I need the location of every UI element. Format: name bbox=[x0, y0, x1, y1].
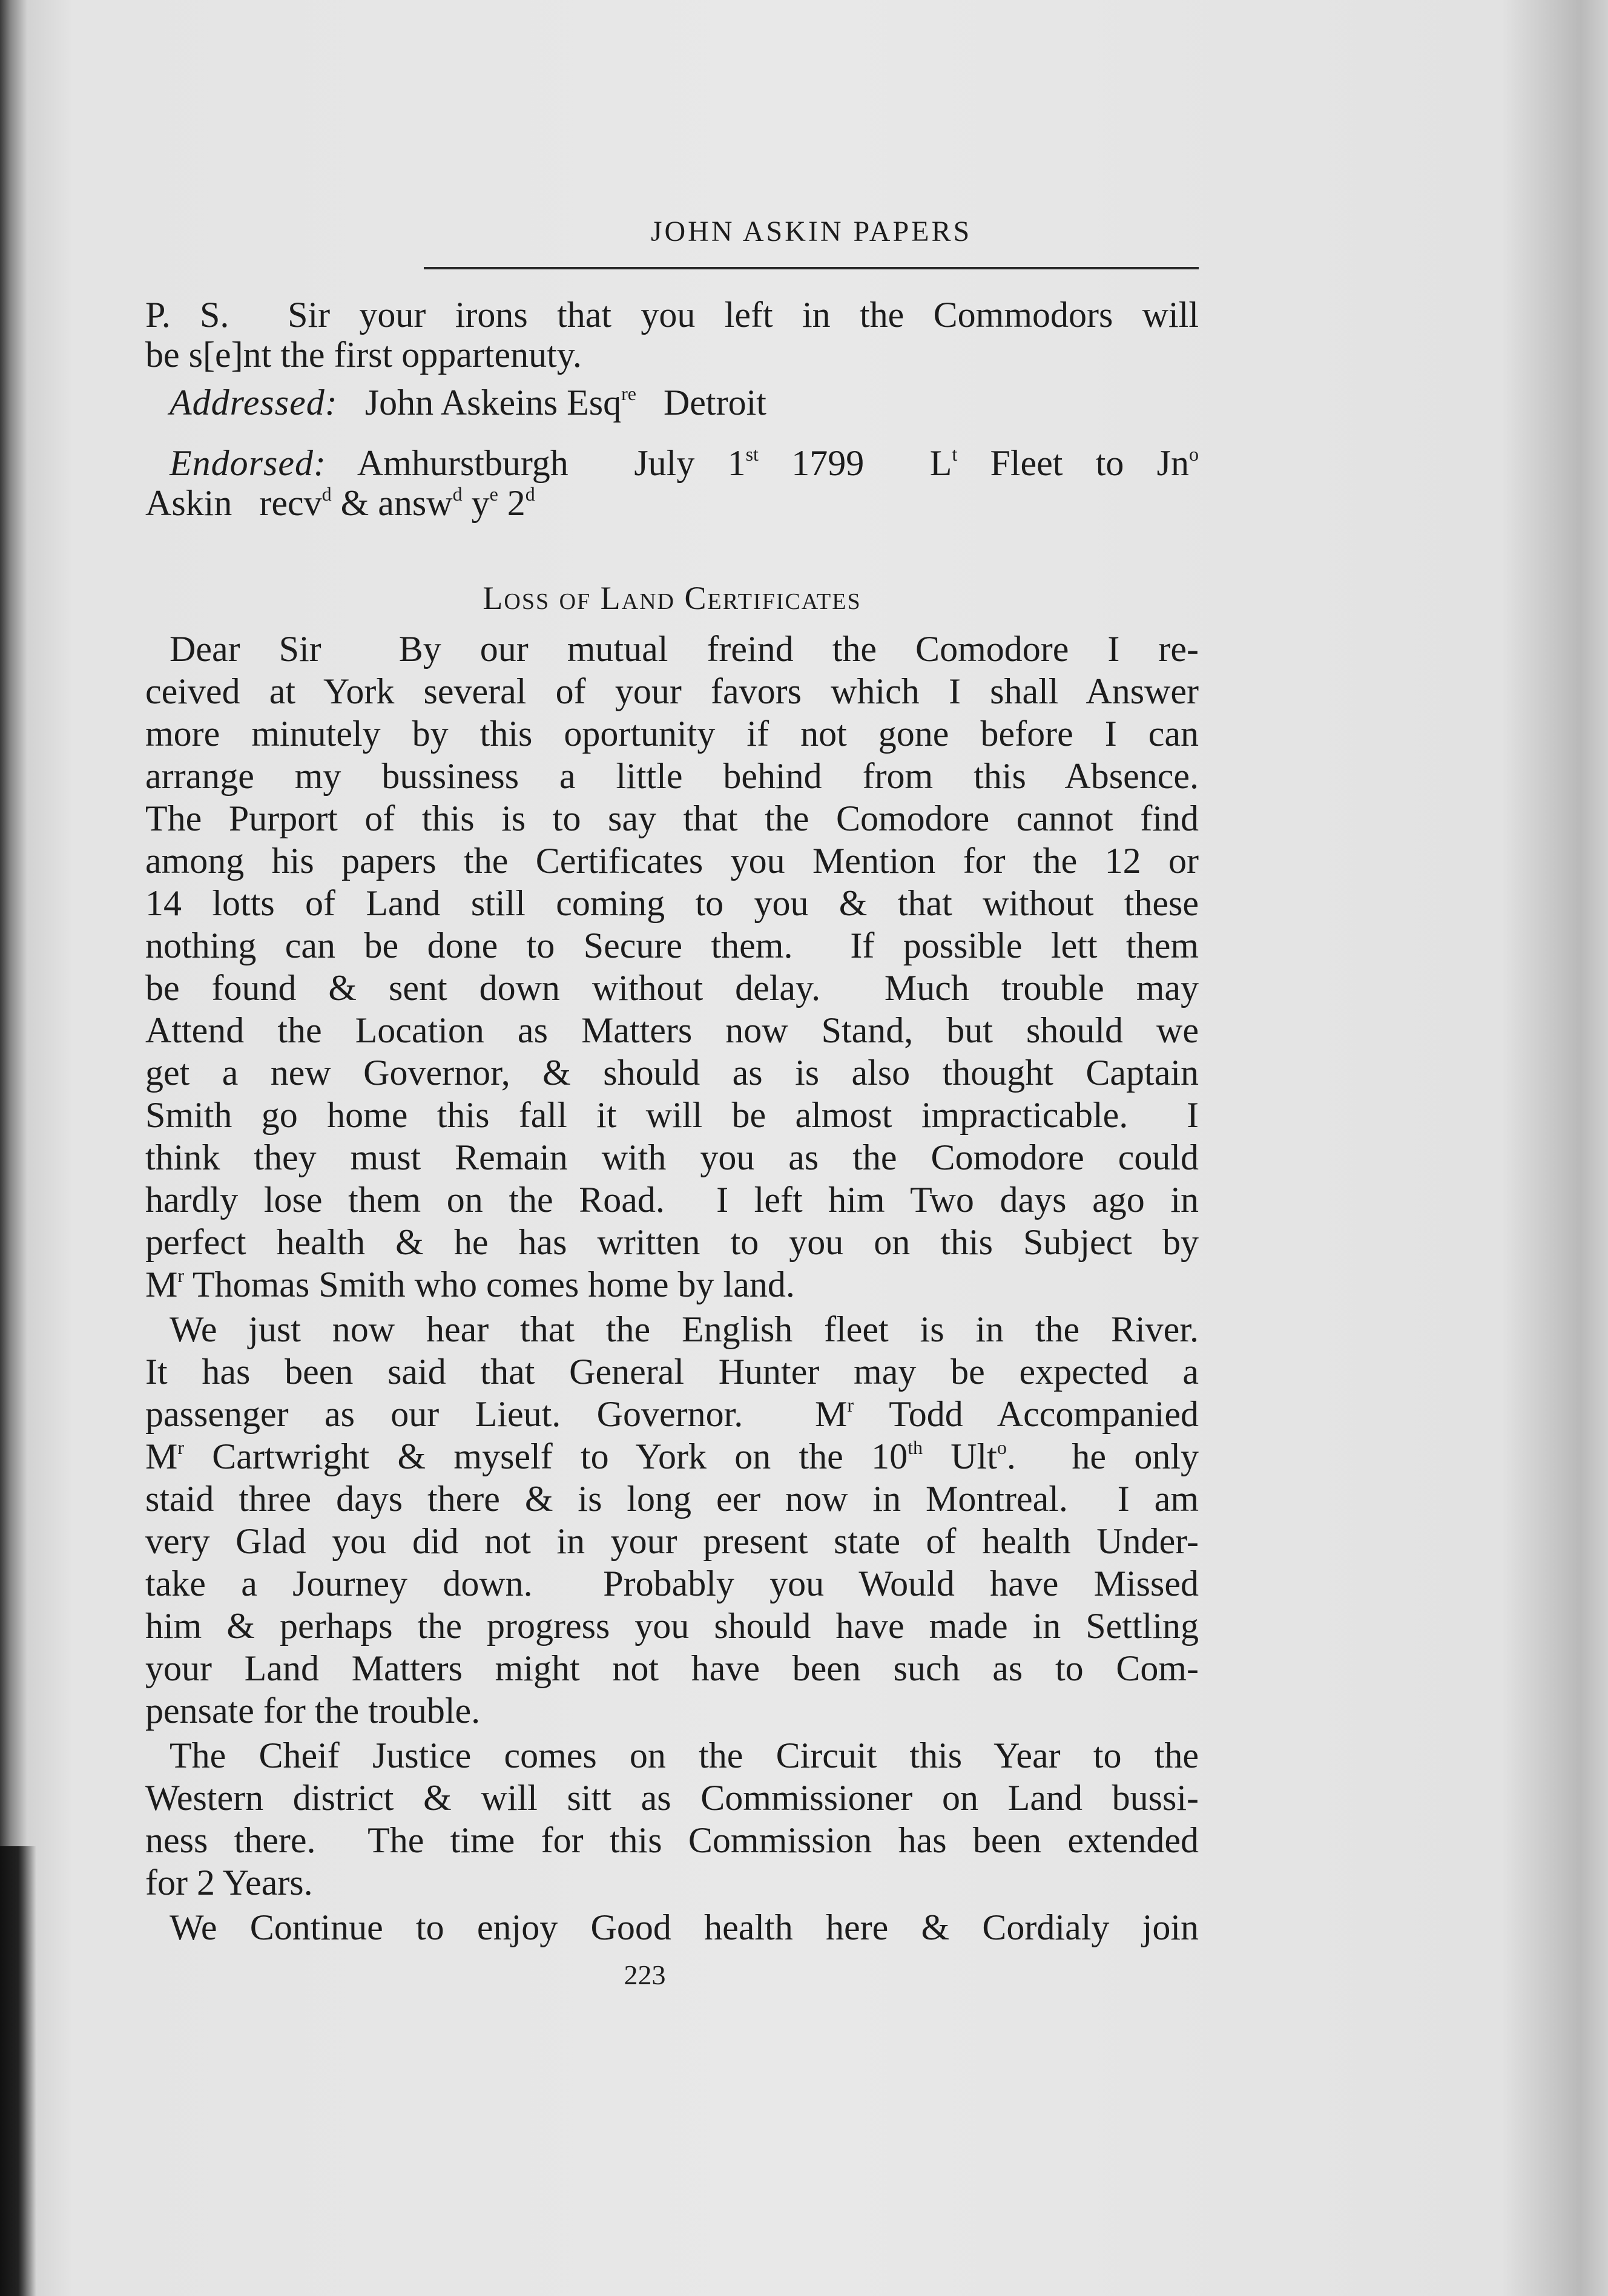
text-segment: Fleet to Jn bbox=[957, 443, 1189, 483]
text-segment: Attend the Location as Matters now Stand, but should we bbox=[145, 1010, 1199, 1050]
text-line bbox=[145, 967, 1199, 1009]
text-segment: Amhurstburgh July 1 bbox=[326, 443, 746, 483]
superscript: re bbox=[621, 383, 636, 404]
text-segment: Smith go home this fall it will be almost impracticable. I bbox=[145, 1095, 1199, 1135]
text-segment: more minutely by this oportunity if not gone before I can bbox=[145, 714, 1199, 754]
scan-edge-shadow bbox=[0, 1846, 36, 2296]
running-head: JOHN ASKIN PAPERS bbox=[650, 215, 972, 248]
text-line bbox=[145, 755, 1199, 797]
superscript: r bbox=[177, 1436, 185, 1458]
text-line bbox=[145, 1136, 1199, 1179]
superscript: st bbox=[745, 443, 759, 465]
text-segment: M bbox=[145, 1265, 178, 1304]
text-segment: 14 lotts of Land still coming to you & that without these bbox=[145, 883, 1199, 923]
text-segment: very Glad you did not in your present state of health Under- bbox=[145, 1521, 1199, 1561]
text-segment: 1799 L bbox=[758, 443, 952, 483]
text-line bbox=[145, 443, 1199, 483]
text-line bbox=[145, 712, 1199, 755]
text-segment: It has been said that General Hunter may be expected a bbox=[145, 1352, 1199, 1392]
letter-body bbox=[145, 628, 1199, 1951]
text-segment: y bbox=[462, 483, 490, 523]
superscript: th bbox=[908, 1436, 923, 1458]
text-segment: among his papers the Certificates you Mention for the 12 or bbox=[145, 841, 1199, 881]
text-line bbox=[145, 1562, 1199, 1605]
text-segment: think they must Remain with you as the Comodore could bbox=[145, 1137, 1199, 1177]
text-line bbox=[145, 882, 1199, 924]
italic-label: Endorsed: bbox=[170, 443, 326, 483]
paragraph bbox=[145, 1308, 1199, 1732]
superscript: d bbox=[452, 483, 463, 505]
text-segment: take a Journey down. Probably you Would have Missed bbox=[145, 1564, 1199, 1604]
text-line bbox=[145, 1051, 1199, 1094]
text-line bbox=[145, 335, 1199, 375]
text-line bbox=[145, 1263, 1199, 1306]
text-segment: Detroit bbox=[636, 383, 766, 423]
text-line bbox=[145, 628, 1199, 670]
superscript: d bbox=[321, 483, 332, 505]
text-line bbox=[145, 797, 1199, 840]
superscript: r bbox=[847, 1394, 854, 1416]
text-segment: pensate for the trouble. bbox=[145, 1691, 481, 1731]
text-line bbox=[145, 1308, 1199, 1350]
superscript: t bbox=[952, 443, 958, 465]
text-line bbox=[145, 1094, 1199, 1136]
text-segment: Cartwright & myself to York on the 10 bbox=[184, 1436, 908, 1476]
text-segment: get a new Governor, & should as is also thought Captain bbox=[145, 1053, 1199, 1093]
text-segment: staid three days there & is long eer now in Montreal. I am bbox=[145, 1479, 1199, 1519]
text-segment: M bbox=[145, 1436, 178, 1476]
text-segment: him & perhaps the progress you should have made in Settling bbox=[145, 1606, 1199, 1646]
section-heading: Loss of Land Certificates bbox=[483, 580, 862, 616]
text-segment: passenger as our Lieut. Governor. M bbox=[145, 1394, 848, 1434]
page-number: 223 bbox=[624, 1959, 666, 1990]
text-line bbox=[145, 1393, 1199, 1435]
text-segment: hardly lose them on the Road. I left him Two days ago in bbox=[145, 1180, 1199, 1220]
italic-label: Addressed: bbox=[170, 383, 338, 423]
text-segment: Askin recv bbox=[145, 483, 322, 523]
text-line bbox=[145, 1221, 1199, 1263]
text-line bbox=[145, 1689, 1199, 1732]
postscript bbox=[145, 295, 1199, 375]
text-segment: John Askeins Esq bbox=[337, 383, 622, 423]
superscript: r bbox=[177, 1265, 185, 1286]
text-segment: P. S. Sir your irons that you left in the Commodors will bbox=[145, 295, 1199, 335]
text-line bbox=[145, 1647, 1199, 1689]
text-segment: be found & sent down without delay. Much trouble may bbox=[145, 968, 1199, 1008]
text-line bbox=[145, 924, 1199, 967]
text-line bbox=[145, 1520, 1199, 1562]
text-segment: Dear Sir By our mutual freind the Comodore I re- bbox=[170, 629, 1199, 669]
addressed-note bbox=[145, 383, 1199, 423]
text-line bbox=[145, 1478, 1199, 1520]
text-segment: your Land Matters might not have been such as to Com- bbox=[145, 1648, 1199, 1688]
text-segment: perfect health & he has written to you on this Subject by bbox=[145, 1222, 1199, 1262]
text-line bbox=[145, 295, 1199, 335]
text-line bbox=[145, 1009, 1199, 1051]
text-segment: . he only bbox=[1006, 1436, 1199, 1476]
text-segment: Ult bbox=[922, 1436, 997, 1476]
endorsed-note bbox=[145, 443, 1199, 523]
text-segment: ness there. The time for this Commission has been extended bbox=[145, 1820, 1199, 1860]
paragraph bbox=[145, 628, 1199, 1306]
text-segment: The Cheif Justice comes on the Circuit this Year to the bbox=[170, 1735, 1199, 1775]
text-segment: for 2 Years. bbox=[145, 1863, 313, 1903]
text-line bbox=[145, 1777, 1199, 1819]
text-line bbox=[145, 1605, 1199, 1647]
text-segment: nothing can be done to Secure them. If possible lett them bbox=[145, 926, 1199, 965]
superscript: e bbox=[489, 483, 498, 505]
superscript: o bbox=[1189, 443, 1199, 465]
superscript: o bbox=[997, 1436, 1007, 1458]
text-line bbox=[145, 840, 1199, 882]
text-segment: ceived at York several of your favors which I shall Answer bbox=[145, 671, 1199, 711]
text-segment: We just now hear that the English fleet is in the River. bbox=[170, 1309, 1199, 1349]
text-line bbox=[145, 1179, 1199, 1221]
text-line bbox=[145, 483, 1199, 523]
text-line bbox=[145, 670, 1199, 712]
text-segment: 2 bbox=[498, 483, 526, 523]
text-line bbox=[145, 1435, 1199, 1478]
text-segment: The Purport of this is to say that the Comodore cannot find bbox=[145, 798, 1199, 838]
text-segment: Western district & will sitt as Commissioner on Land bussi- bbox=[145, 1778, 1199, 1818]
text-line bbox=[145, 1906, 1199, 1949]
paragraph bbox=[145, 1734, 1199, 1904]
text-segment: We Continue to enjoy Good health here & Cordialy join bbox=[170, 1907, 1199, 1947]
text-segment: Thomas Smith who comes home by land. bbox=[184, 1265, 795, 1304]
text-segment: arrange my bussiness a little behind from this Absence. bbox=[145, 756, 1199, 796]
text-line bbox=[145, 1861, 1199, 1904]
text-line bbox=[145, 383, 1199, 423]
text-line bbox=[145, 1819, 1199, 1861]
superscript: d bbox=[525, 483, 535, 505]
text-line bbox=[145, 1734, 1199, 1777]
text-segment: & answ bbox=[331, 483, 453, 523]
paragraph bbox=[145, 1906, 1199, 1949]
text-line bbox=[145, 1350, 1199, 1393]
text-segment: Todd Accompanied bbox=[854, 1394, 1199, 1434]
header-rule bbox=[424, 267, 1199, 269]
text-segment: be s[e]nt the first oppartenuty. bbox=[145, 335, 582, 375]
